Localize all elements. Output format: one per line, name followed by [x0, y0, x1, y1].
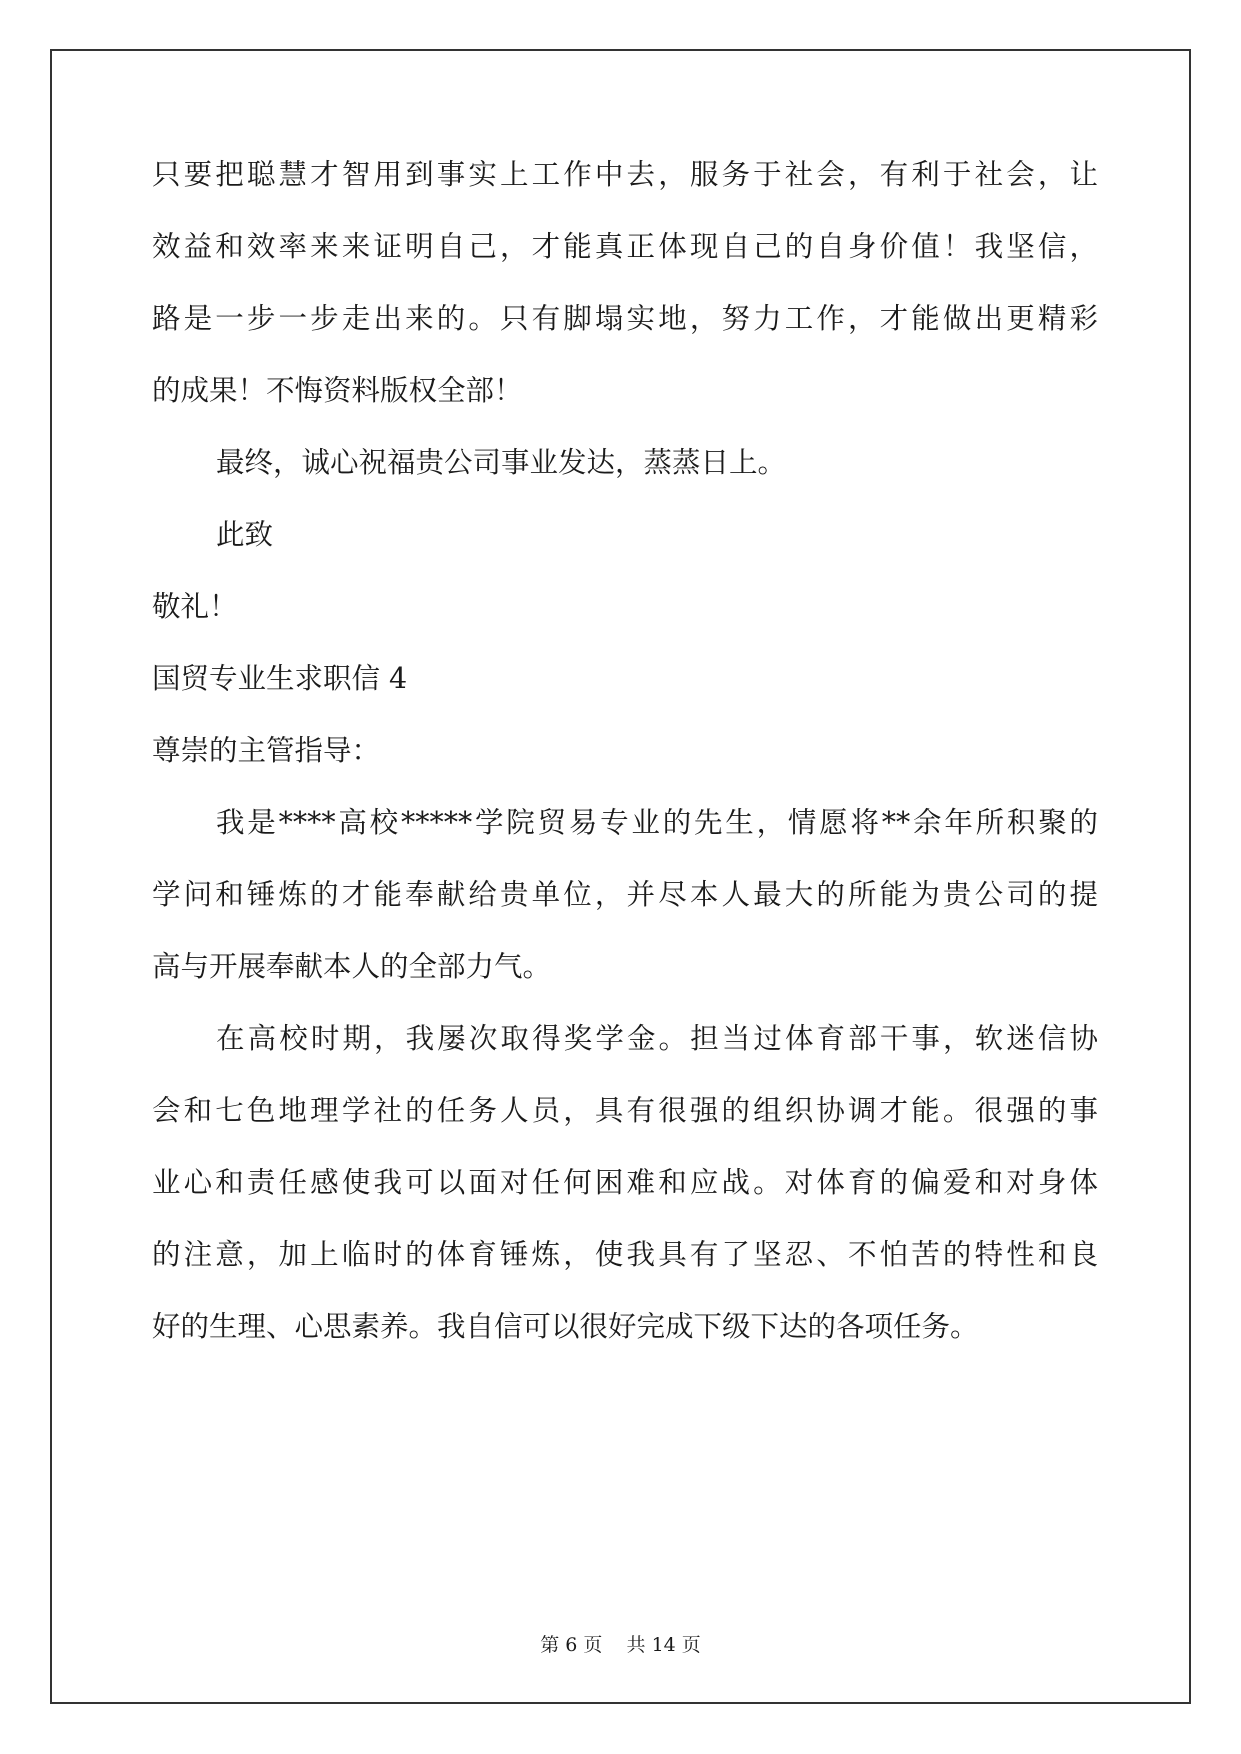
paragraph-line: 会和七色地理学社的任务人员，具有很强的组织协调才能。很强的事 [152, 1094, 1098, 1127]
paragraph-line: 的注意，加上临时的体育锤炼，使我具有了坚忍、不怕苦的特性和良 [152, 1238, 1098, 1271]
paragraph-line: 学问和锤炼的才能奉献给贵单位，并尽本人最大的所能为贵公司的提 [152, 878, 1098, 911]
salutation-jingli: 敬礼！ [152, 590, 238, 623]
section-heading: 国贸专业生求职信 4 [152, 662, 408, 695]
salutation-cizhi: 此致 [216, 518, 274, 551]
paragraph-line: 在高校时期，我屡次取得奖学金。担当过体育部干事，软迷信协 [216, 1022, 1098, 1055]
paragraph-line: 高与开展奉献本人的全部力气。 [152, 950, 552, 983]
paragraph-line: 的成果！不悔资料版权全部！ [152, 374, 523, 407]
paragraph-line: 业心和责任感使我可以面对任何困难和应战。对体育的偏爱和对身体 [152, 1166, 1098, 1199]
paragraph-line: 我是****高校*****学院贸易专业的先生，情愿将**余年所积聚的 [216, 806, 1098, 839]
letter-greeting: 尊崇的主管指导： [152, 734, 381, 767]
paragraph-line: 好的生理、心思素养。我自信可以很好完成下级下达的各项任务。 [152, 1310, 979, 1343]
page-number-footer: 第 6 页 共 14 页 [540, 1634, 701, 1656]
closing-wish: 最终，诚心祝福贵公司事业发达，蒸蒸日上。 [216, 446, 787, 479]
paragraph-line: 效益和效率来来证明自己，才能真正体现自己的自身价值！我坚信， [152, 230, 1098, 263]
paragraph-line: 路是一步一步走出来的。只有脚塌实地，努力工作，才能做出更精彩 [152, 302, 1098, 335]
paragraph-line: 只要把聪慧才智用到事实上工作中去，服务于社会，有利于社会，让 [152, 158, 1098, 191]
